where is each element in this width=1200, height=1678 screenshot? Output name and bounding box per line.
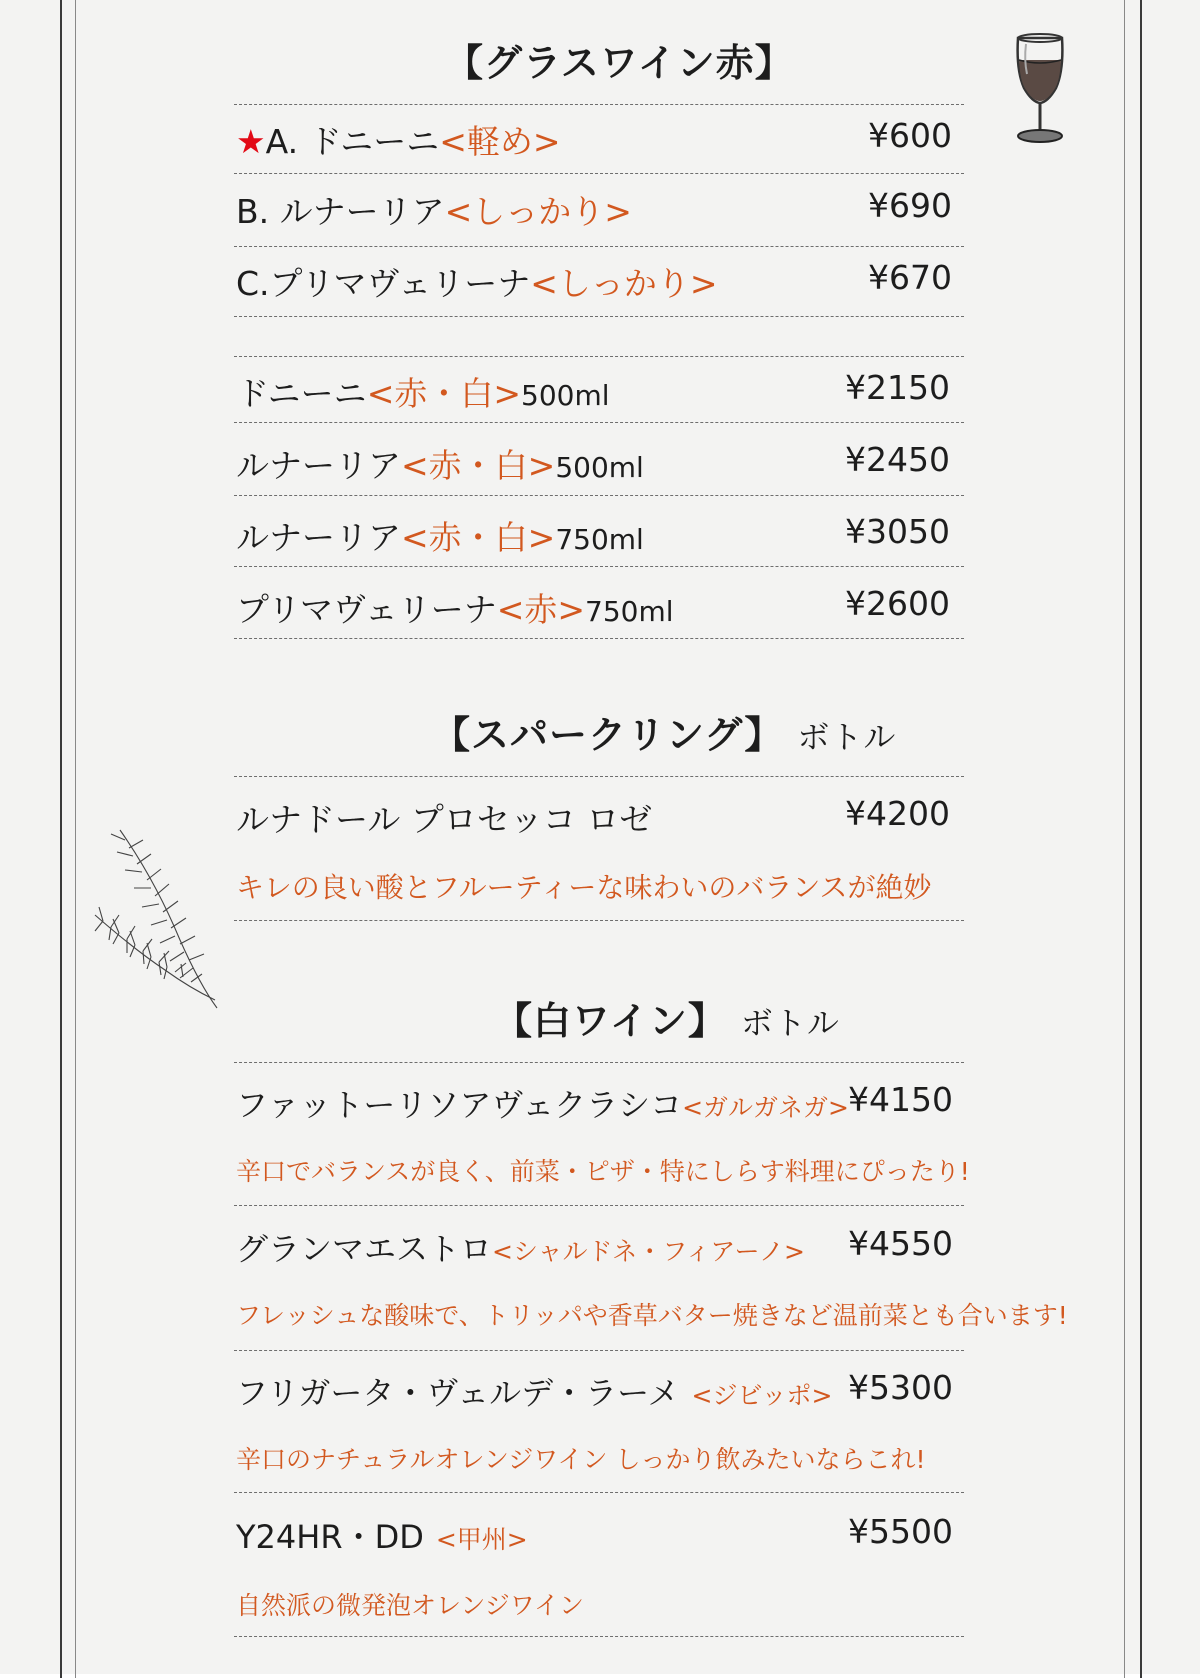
divider — [234, 566, 964, 567]
item-desc: <しっかり> — [530, 264, 718, 303]
white-item-price: ¥4150 — [848, 1080, 953, 1119]
item-name: ファットーリソアヴェクラシコ — [236, 1086, 683, 1124]
divider — [234, 1062, 964, 1063]
glass-item-a-price: ¥600 — [868, 116, 952, 155]
item-desc: <赤・白> — [401, 518, 556, 557]
item-name: ルナドール プロセッコ ロゼ — [236, 800, 653, 839]
glass-wine-heading: 【グラスワイン赤】 — [445, 41, 794, 85]
white-item-price: ¥5500 — [848, 1512, 953, 1551]
divider — [234, 422, 964, 423]
item-desc: <シャルドネ・フィアーノ> — [492, 1237, 805, 1266]
wine-glass-icon — [1010, 30, 1070, 148]
item-desc: <ガルガネガ> — [682, 1093, 849, 1122]
carafe-item-price: ¥2600 — [845, 584, 950, 623]
divider — [234, 638, 964, 639]
glass-item-c — [236, 258, 718, 305]
carafe-item-price: ¥2450 — [845, 440, 950, 479]
divider — [234, 246, 964, 247]
sparkling-item — [236, 794, 652, 841]
divider — [234, 920, 964, 921]
item-name: C.プリマヴェリーナ — [236, 264, 531, 303]
item-desc: <軽め> — [439, 122, 561, 161]
white-item-note: フレッシュな酸味で、トリッパや香草バター焼きなど温前菜とも合います! — [236, 1301, 1068, 1330]
divider — [234, 776, 964, 777]
carafe-item-price: ¥2150 — [845, 368, 950, 407]
item-desc: <甲州> — [435, 1525, 528, 1554]
item-volume: 500ml — [555, 451, 644, 484]
carafe-item — [236, 440, 644, 487]
item-name: Y24HR・DD — [236, 1518, 424, 1556]
item-name: B. ルナーリア — [236, 192, 445, 231]
white-item — [236, 1512, 528, 1558]
item-name: グランマエストロ — [236, 1230, 493, 1268]
sparkling-heading-title: 【スパークリング】 — [432, 713, 784, 757]
glass-item-b — [236, 186, 632, 233]
carafe-item — [236, 368, 610, 415]
white-wine-heading — [494, 990, 840, 1045]
sparkling-heading-sub: ボトル — [797, 718, 897, 756]
divider — [234, 1350, 964, 1351]
carafe-item — [236, 584, 674, 631]
item-desc: <赤> — [496, 590, 586, 629]
white-heading-title: 【白ワイン】 — [494, 999, 727, 1043]
item-name: フリガータ・ヴェルデ・ラーメ — [236, 1374, 680, 1412]
item-desc: <しっかり> — [444, 192, 632, 231]
glass-item-b-price: ¥690 — [868, 186, 952, 225]
item-desc: <赤・白> — [366, 374, 521, 413]
white-item — [236, 1368, 832, 1414]
white-heading-sub: ボトル — [740, 1004, 840, 1042]
item-desc: <ジビッポ> — [691, 1381, 833, 1410]
white-item-price: ¥5300 — [848, 1368, 953, 1407]
item-name: プリマヴェリーナ — [236, 590, 497, 629]
carafe-item — [236, 512, 644, 559]
carafe-item-price: ¥3050 — [845, 512, 950, 551]
divider — [234, 495, 964, 496]
item-name: ドニーニ — [236, 374, 367, 413]
item-name: A. ドニーニ — [265, 122, 440, 161]
white-item-note: 辛口でバランスが良く、前菜・ピザ・特にしらす料理にぴったり! — [236, 1157, 970, 1186]
divider — [234, 356, 964, 357]
item-name: ルナーリア — [236, 518, 401, 557]
glass-item-a — [236, 116, 561, 163]
glass-item-c-price: ¥670 — [868, 258, 952, 297]
sparkling-heading — [432, 704, 896, 759]
divider — [234, 173, 964, 174]
star-icon: ★ — [236, 122, 266, 161]
white-item — [236, 1080, 849, 1126]
rosemary-branch-icon — [85, 820, 230, 1010]
item-desc: <赤・白> — [401, 446, 556, 485]
white-item-note: 辛口のナチュラルオレンジワイン しっかり飲みたいならこれ! — [236, 1445, 926, 1474]
item-volume: 750ml — [585, 595, 674, 628]
sparkling-item-price: ¥4200 — [845, 794, 950, 833]
divider — [234, 1636, 964, 1637]
item-name: ルナーリア — [236, 446, 401, 485]
white-item-price: ¥4550 — [848, 1224, 953, 1263]
item-volume: 750ml — [555, 523, 644, 556]
divider — [234, 1492, 964, 1493]
item-volume: 500ml — [521, 379, 610, 412]
divider — [234, 1205, 964, 1206]
sparkling-item-note: キレの良い酸とフルーティーな味わいのバランスが絶妙 — [236, 871, 932, 904]
white-item — [236, 1224, 805, 1270]
white-item-note: 自然派の微発泡オレンジワイン — [236, 1591, 585, 1620]
divider — [234, 316, 964, 317]
divider — [234, 104, 964, 105]
